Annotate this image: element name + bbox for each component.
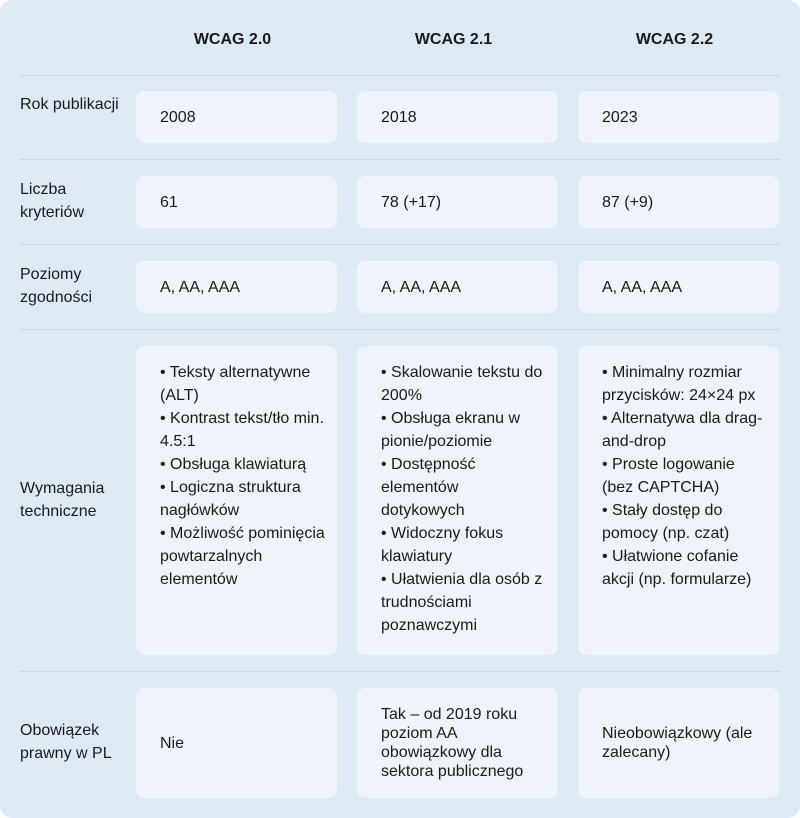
list-item: • Obsługa klawiaturą xyxy=(160,456,307,473)
cell-conformance-levels-wcag-22: A, AA, AAA xyxy=(578,261,779,313)
cell-publication-year-wcag-21: 2018 xyxy=(357,91,558,143)
cell-legal-obligation-wcag-21: Tak – od 2019 roku poziom AA obowiązkowy dla sektora publicznego xyxy=(357,688,558,798)
cell-legal-obligation-wcag-22: Nieobowiązkowy (ale zalecany) xyxy=(578,688,779,798)
list-item: • Ułatwione cofanie akcji (np. formularze) xyxy=(602,548,752,588)
cell-publication-year-wcag-22: 2023 xyxy=(578,91,779,143)
cell-legal-obligation-wcag-20: Nie xyxy=(136,688,337,798)
requirements-list xyxy=(381,361,546,637)
requirements-list xyxy=(160,361,325,591)
row-label-criteria-count: Liczba kryteriów xyxy=(20,181,85,221)
list-item: • Logiczna struktura nagłówków xyxy=(160,479,301,519)
row-divider xyxy=(20,671,780,672)
row-label-publication-year: Rok publikacji xyxy=(20,96,119,113)
cell-criteria-count-wcag-21: 78 (+17) xyxy=(357,176,558,228)
cell-criteria-count-wcag-20: 61 xyxy=(136,176,337,228)
list-item: • Alternatywa dla drag-and-drop xyxy=(602,410,763,450)
column-header-wcag-20: WCAG 2.0 xyxy=(193,31,272,48)
list-item: • Stały dostęp do pomocy (np. czat) xyxy=(602,502,730,542)
row-divider xyxy=(20,244,780,245)
row-divider xyxy=(20,75,780,76)
cell-conformance-levels-wcag-20: A, AA, AAA xyxy=(136,261,337,313)
cell-technical-requirements-wcag-20 xyxy=(136,346,337,655)
list-item: • Ułatwienia dla osób z trudnościami poznawczymi xyxy=(381,571,543,634)
row-label-conformance-levels: Poziomy zgodności xyxy=(20,266,93,306)
list-item: • Kontrast tekst/tło min. 4.5:1 xyxy=(160,410,324,450)
list-item: • Obsługa ekranu w pionie/poziomie xyxy=(381,410,521,450)
row-label-technical-requirements: Wymagania techniczne xyxy=(20,480,105,520)
cell-technical-requirements-wcag-21 xyxy=(357,346,558,655)
requirements-list xyxy=(602,361,767,591)
list-item: • Minimalny rozmiar przycisków: 24×24 px xyxy=(602,364,756,404)
row-divider xyxy=(20,329,780,330)
list-item: • Teksty alternatywne (ALT) xyxy=(160,364,311,404)
list-item: • Proste logowanie (bez CAPTCHA) xyxy=(602,456,735,496)
cell-criteria-count-wcag-22: 87 (+9) xyxy=(578,176,779,228)
row-divider xyxy=(20,159,780,160)
list-item: • Widoczny fokus klawiatury xyxy=(381,525,504,565)
column-header-wcag-21: WCAG 2.1 xyxy=(414,31,493,48)
column-header-wcag-22: WCAG 2.2 xyxy=(635,31,714,48)
list-item: • Możliwość pominięcia powtarzalnych elementów xyxy=(160,525,325,588)
list-item: • Skalowanie tekstu do 200% xyxy=(381,364,543,404)
cell-conformance-levels-wcag-21: A, AA, AAA xyxy=(357,261,558,313)
row-label-legal-obligation: Obowiązek prawny w PL xyxy=(20,722,112,762)
cell-publication-year-wcag-20: 2008 xyxy=(136,91,337,143)
cell-technical-requirements-wcag-22 xyxy=(578,346,779,655)
list-item: • Dostępność elementów dotykowych xyxy=(381,456,476,519)
